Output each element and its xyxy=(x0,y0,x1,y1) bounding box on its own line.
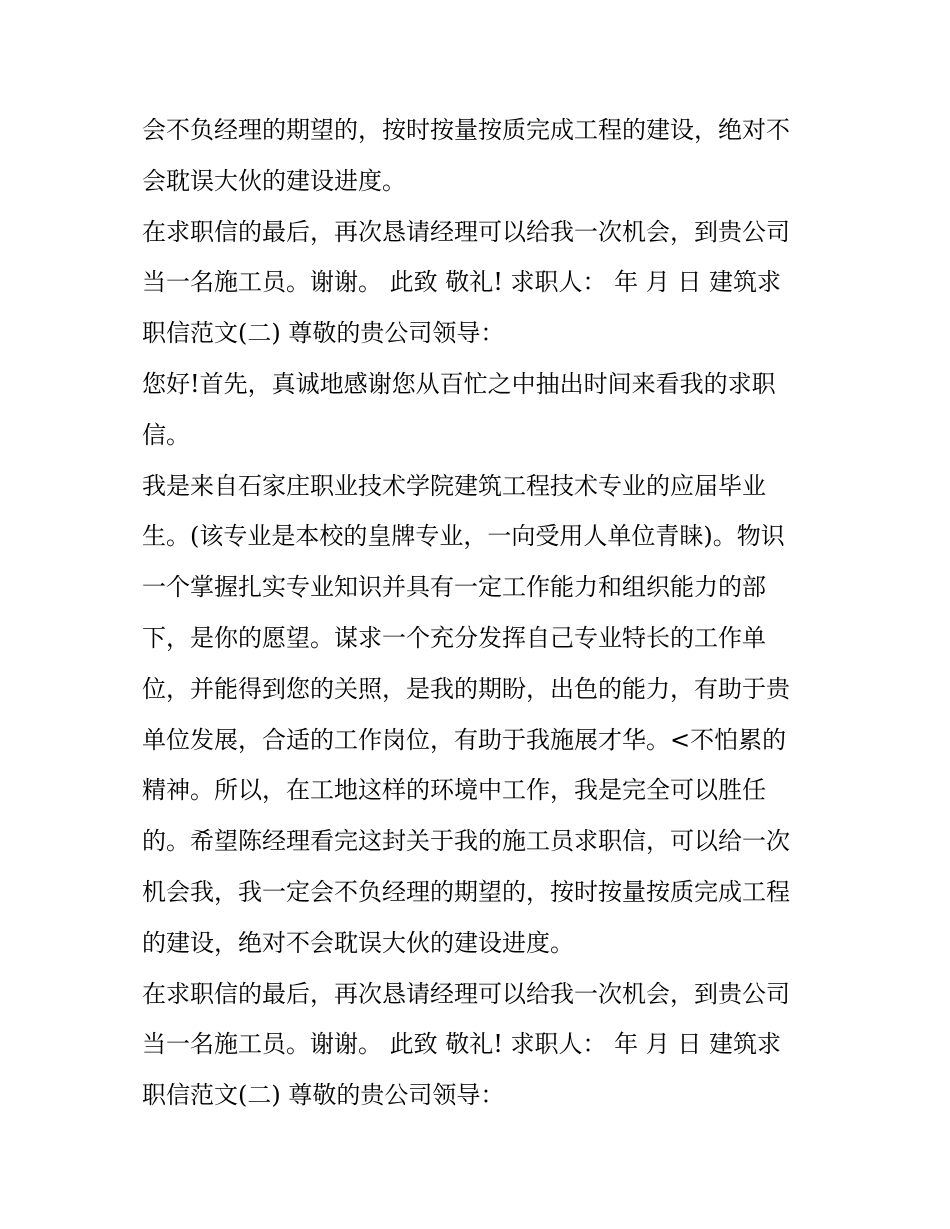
text-line: 会不负经理的期望的，按时按量按质完成工程的建设，绝对不 xyxy=(142,116,790,144)
text-line: 当一名施工员。谢谢。 此致 敬礼! 求职人： 年 月 日 建筑求 xyxy=(142,1030,782,1059)
text-line: 当一名施工员。谢谢。 此致 敬礼! 求职人： 年 月 日 建筑求 xyxy=(142,268,782,297)
text-line: 精神。所以，在工地这样的环境中工作，我是完全可以胜任 xyxy=(142,776,766,805)
text-line: 我是来自石家庄职业技术学院建筑工程技术专业的应届毕业 xyxy=(142,471,766,500)
text-line: 机会我，我一定会不负经理的期望的，按时按量按质完成工程 xyxy=(142,877,790,906)
text-line: 下，是你的愿望。谋求一个充分发挥自己专业特长的工作单 xyxy=(142,623,766,652)
text-line: 在求职信的最后，再次恳请经理可以给我一次机会，到贵公司 xyxy=(142,979,790,1008)
text-line: 单位发展，合适的工作岗位，有助于我施展才华。<不怕累的 xyxy=(142,725,787,754)
text-line: 职信范文(二) 尊敬的贵公司领导： xyxy=(142,1081,505,1110)
text-line: 一个掌握扎实专业知识并具有一定工作能力和组织能力的部 xyxy=(142,573,766,602)
text-line: 您好!首先，真诚地感谢您从百忙之中抽出时间来看我的求职 xyxy=(142,369,776,398)
text-line: 会耽误大伙的建设进度。 xyxy=(142,166,406,195)
text-line: 的建设，绝对不会耽误大伙的建设进度。 xyxy=(142,928,574,957)
text-line: 的。希望陈经理看完这封关于我的施工员求职信，可以给一次 xyxy=(142,827,790,856)
text-line: 信。 xyxy=(142,420,190,449)
text-line: 在求职信的最后，再次恳请经理可以给我一次机会，到贵公司 xyxy=(142,217,790,246)
text-line: 生。(该专业是本校的皇牌专业，一向受用人单位青睐)。物识 xyxy=(142,522,785,551)
text-line: 职信范文(二) 尊敬的贵公司领导： xyxy=(142,319,505,348)
document-body xyxy=(142,105,822,1121)
text-line: 位，并能得到您的关照，是我的期盼，出色的能力，有助于贵 xyxy=(142,674,790,703)
